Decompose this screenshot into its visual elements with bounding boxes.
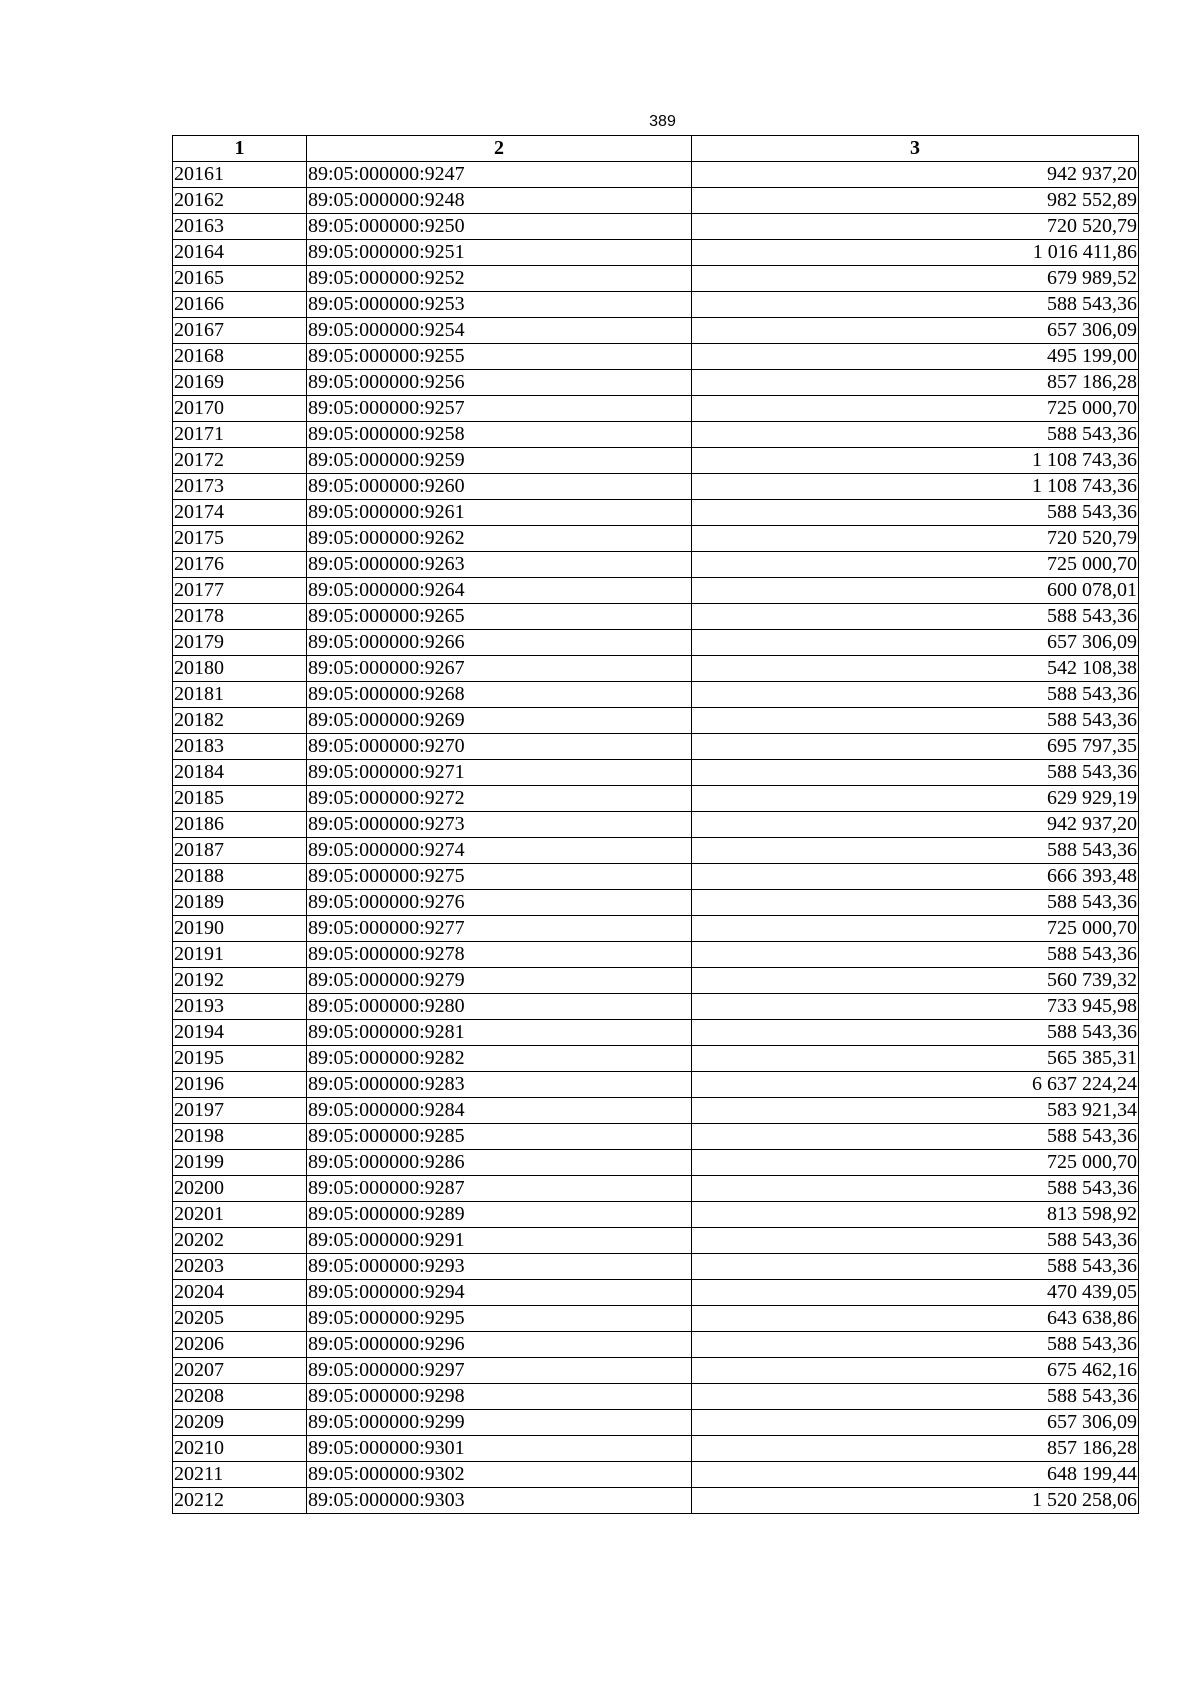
- cadastral-number-cell: 89:05:000000:9286: [307, 1150, 692, 1176]
- cadastral-value-cell: 588 543,36: [692, 1332, 1139, 1358]
- column-header-value: 3: [692, 136, 1139, 162]
- cadastral-value-cell: 1 108 743,36: [692, 474, 1139, 500]
- row-index-cell: 20199: [173, 1150, 307, 1176]
- cadastral-value-cell: 666 393,48: [692, 864, 1139, 890]
- cadastral-number-cell: 89:05:000000:9250: [307, 214, 692, 240]
- table-row: [173, 916, 1139, 942]
- row-index-cell: 20164: [173, 240, 307, 266]
- cadastral-value-table: [172, 135, 1139, 1514]
- table-row: [173, 1124, 1139, 1150]
- table-row: [173, 1098, 1139, 1124]
- row-index-cell: 20183: [173, 734, 307, 760]
- row-index-cell: 20172: [173, 448, 307, 474]
- cadastral-value-cell: 1 016 411,86: [692, 240, 1139, 266]
- cadastral-number-cell: 89:05:000000:9277: [307, 916, 692, 942]
- cadastral-number-cell: 89:05:000000:9264: [307, 578, 692, 604]
- cadastral-number-cell: 89:05:000000:9247: [307, 162, 692, 188]
- table-row: [173, 630, 1139, 656]
- row-index-cell: 20201: [173, 1202, 307, 1228]
- cadastral-value-cell: 588 543,36: [692, 500, 1139, 526]
- table-row: [173, 812, 1139, 838]
- cadastral-number-cell: 89:05:000000:9265: [307, 604, 692, 630]
- table-row: [173, 682, 1139, 708]
- cadastral-value-cell: 720 520,79: [692, 526, 1139, 552]
- cadastral-value-cell: 725 000,70: [692, 552, 1139, 578]
- cadastral-value-cell: 679 989,52: [692, 266, 1139, 292]
- cadastral-number-cell: 89:05:000000:9285: [307, 1124, 692, 1150]
- cadastral-number-cell: 89:05:000000:9273: [307, 812, 692, 838]
- cadastral-number-cell: 89:05:000000:9296: [307, 1332, 692, 1358]
- cadastral-value-cell: 560 739,32: [692, 968, 1139, 994]
- row-index-cell: 20196: [173, 1072, 307, 1098]
- cadastral-value-cell: 657 306,09: [692, 630, 1139, 656]
- cadastral-number-cell: 89:05:000000:9256: [307, 370, 692, 396]
- cadastral-number-cell: 89:05:000000:9289: [307, 1202, 692, 1228]
- cadastral-number-cell: 89:05:000000:9301: [307, 1436, 692, 1462]
- table-row: [173, 786, 1139, 812]
- cadastral-number-cell: 89:05:000000:9281: [307, 1020, 692, 1046]
- cadastral-number-cell: 89:05:000000:9248: [307, 188, 692, 214]
- table-row: [173, 1202, 1139, 1228]
- row-index-cell: 20205: [173, 1306, 307, 1332]
- row-index-cell: 20185: [173, 786, 307, 812]
- cadastral-number-cell: 89:05:000000:9257: [307, 396, 692, 422]
- table-row: [173, 344, 1139, 370]
- cadastral-value-cell: 725 000,70: [692, 1150, 1139, 1176]
- row-index-cell: 20176: [173, 552, 307, 578]
- cadastral-value-cell: 648 199,44: [692, 1462, 1139, 1488]
- table-row: [173, 214, 1139, 240]
- cadastral-number-cell: 89:05:000000:9283: [307, 1072, 692, 1098]
- cadastral-number-cell: 89:05:000000:9263: [307, 552, 692, 578]
- row-index-cell: 20191: [173, 942, 307, 968]
- cadastral-number-cell: 89:05:000000:9259: [307, 448, 692, 474]
- row-index-cell: 20197: [173, 1098, 307, 1124]
- cadastral-number-cell: 89:05:000000:9294: [307, 1280, 692, 1306]
- cadastral-number-cell: 89:05:000000:9298: [307, 1384, 692, 1410]
- row-index-cell: 20178: [173, 604, 307, 630]
- cadastral-value-cell: 583 921,34: [692, 1098, 1139, 1124]
- cadastral-value-cell: 725 000,70: [692, 916, 1139, 942]
- table-row: [173, 578, 1139, 604]
- cadastral-value-cell: 982 552,89: [692, 188, 1139, 214]
- row-index-cell: 20177: [173, 578, 307, 604]
- row-index-cell: 20208: [173, 1384, 307, 1410]
- row-index-cell: 20211: [173, 1462, 307, 1488]
- table-row: [173, 968, 1139, 994]
- table-row: [173, 994, 1139, 1020]
- row-index-cell: 20163: [173, 214, 307, 240]
- row-index-cell: 20165: [173, 266, 307, 292]
- cadastral-value-cell: 588 543,36: [692, 422, 1139, 448]
- cadastral-value-cell: 588 543,36: [692, 760, 1139, 786]
- cadastral-value-cell: 857 186,28: [692, 370, 1139, 396]
- row-index-cell: 20203: [173, 1254, 307, 1280]
- cadastral-value-cell: 588 543,36: [692, 942, 1139, 968]
- table-row: [173, 318, 1139, 344]
- cadastral-number-cell: 89:05:000000:9293: [307, 1254, 692, 1280]
- row-index-cell: 20189: [173, 890, 307, 916]
- table-header-row: [173, 136, 1139, 162]
- row-index-cell: 20190: [173, 916, 307, 942]
- cadastral-value-cell: 643 638,86: [692, 1306, 1139, 1332]
- cadastral-number-cell: 89:05:000000:9278: [307, 942, 692, 968]
- column-header-index: 1: [173, 136, 307, 162]
- table-row: [173, 1488, 1139, 1514]
- cadastral-number-cell: 89:05:000000:9282: [307, 1046, 692, 1072]
- row-index-cell: 20194: [173, 1020, 307, 1046]
- row-index-cell: 20198: [173, 1124, 307, 1150]
- row-index-cell: 20192: [173, 968, 307, 994]
- cadastral-number-cell: 89:05:000000:9280: [307, 994, 692, 1020]
- table-row: [173, 422, 1139, 448]
- row-index-cell: 20207: [173, 1358, 307, 1384]
- table-row: [173, 1150, 1139, 1176]
- table-row: [173, 1384, 1139, 1410]
- cadastral-number-cell: 89:05:000000:9258: [307, 422, 692, 448]
- row-index-cell: 20161: [173, 162, 307, 188]
- row-index-cell: 20171: [173, 422, 307, 448]
- table-row: [173, 1228, 1139, 1254]
- cadastral-number-cell: 89:05:000000:9287: [307, 1176, 692, 1202]
- row-index-cell: 20212: [173, 1488, 307, 1514]
- cadastral-value-cell: 588 543,36: [692, 1124, 1139, 1150]
- cadastral-number-cell: 89:05:000000:9261: [307, 500, 692, 526]
- cadastral-number-cell: 89:05:000000:9267: [307, 656, 692, 682]
- cadastral-number-cell: 89:05:000000:9270: [307, 734, 692, 760]
- row-index-cell: 20187: [173, 838, 307, 864]
- cadastral-value-cell: 675 462,16: [692, 1358, 1139, 1384]
- row-index-cell: 20181: [173, 682, 307, 708]
- cadastral-value-cell: 588 543,36: [692, 1254, 1139, 1280]
- table-row: [173, 1436, 1139, 1462]
- cadastral-value-cell: 588 543,36: [692, 1384, 1139, 1410]
- table-row: [173, 1332, 1139, 1358]
- cadastral-value-cell: 657 306,09: [692, 1410, 1139, 1436]
- table-row: [173, 188, 1139, 214]
- cadastral-number-cell: 89:05:000000:9297: [307, 1358, 692, 1384]
- cadastral-number-cell: 89:05:000000:9262: [307, 526, 692, 552]
- row-index-cell: 20175: [173, 526, 307, 552]
- cadastral-value-cell: 857 186,28: [692, 1436, 1139, 1462]
- cadastral-value-cell: 6 637 224,24: [692, 1072, 1139, 1098]
- cadastral-number-cell: 89:05:000000:9279: [307, 968, 692, 994]
- cadastral-value-cell: 720 520,79: [692, 214, 1139, 240]
- table-row: [173, 864, 1139, 890]
- table-row: [173, 1046, 1139, 1072]
- row-index-cell: 20210: [173, 1436, 307, 1462]
- table-row: [173, 1358, 1139, 1384]
- table-row: [173, 370, 1139, 396]
- table-row: [173, 890, 1139, 916]
- table-row: [173, 1306, 1139, 1332]
- row-index-cell: 20193: [173, 994, 307, 1020]
- page-number: 389: [649, 113, 676, 130]
- table-row: [173, 266, 1139, 292]
- table-row: [173, 500, 1139, 526]
- cadastral-value-cell: 1 520 258,06: [692, 1488, 1139, 1514]
- cadastral-value-cell: 588 543,36: [692, 1020, 1139, 1046]
- row-index-cell: 20195: [173, 1046, 307, 1072]
- row-index-cell: 20170: [173, 396, 307, 422]
- cadastral-value-cell: 588 543,36: [692, 1176, 1139, 1202]
- table-row: [173, 656, 1139, 682]
- table-row: [173, 1462, 1139, 1488]
- cadastral-number-cell: 89:05:000000:9284: [307, 1098, 692, 1124]
- table-row: [173, 1254, 1139, 1280]
- table-row: [173, 396, 1139, 422]
- row-index-cell: 20188: [173, 864, 307, 890]
- row-index-cell: 20174: [173, 500, 307, 526]
- cadastral-number-cell: 89:05:000000:9255: [307, 344, 692, 370]
- cadastral-number-cell: 89:05:000000:9274: [307, 838, 692, 864]
- row-index-cell: 20162: [173, 188, 307, 214]
- cadastral-number-cell: 89:05:000000:9266: [307, 630, 692, 656]
- row-index-cell: 20209: [173, 1410, 307, 1436]
- cadastral-number-cell: 89:05:000000:9291: [307, 1228, 692, 1254]
- row-index-cell: 20173: [173, 474, 307, 500]
- cadastral-value-cell: 629 929,19: [692, 786, 1139, 812]
- row-index-cell: 20200: [173, 1176, 307, 1202]
- cadastral-value-cell: 495 199,00: [692, 344, 1139, 370]
- table-row: [173, 1020, 1139, 1046]
- table-row: [173, 448, 1139, 474]
- row-index-cell: 20179: [173, 630, 307, 656]
- row-index-cell: 20204: [173, 1280, 307, 1306]
- cadastral-value-cell: 588 543,36: [692, 708, 1139, 734]
- cadastral-value-cell: 600 078,01: [692, 578, 1139, 604]
- table-row: [173, 552, 1139, 578]
- table-row: [173, 1176, 1139, 1202]
- table-body: [173, 162, 1139, 1514]
- row-index-cell: 20186: [173, 812, 307, 838]
- table-row: [173, 526, 1139, 552]
- cadastral-value-cell: 733 945,98: [692, 994, 1139, 1020]
- table-row: [173, 1280, 1139, 1306]
- cadastral-number-cell: 89:05:000000:9302: [307, 1462, 692, 1488]
- cadastral-value-cell: 470 439,05: [692, 1280, 1139, 1306]
- cadastral-value-cell: 1 108 743,36: [692, 448, 1139, 474]
- cadastral-number-cell: 89:05:000000:9253: [307, 292, 692, 318]
- row-index-cell: 20180: [173, 656, 307, 682]
- cadastral-value-cell: 588 543,36: [692, 838, 1139, 864]
- row-index-cell: 20169: [173, 370, 307, 396]
- cadastral-number-cell: 89:05:000000:9303: [307, 1488, 692, 1514]
- cadastral-value-cell: 588 543,36: [692, 890, 1139, 916]
- table-row: [173, 708, 1139, 734]
- table-row: [173, 604, 1139, 630]
- cadastral-value-cell: 657 306,09: [692, 318, 1139, 344]
- cadastral-number-cell: 89:05:000000:9275: [307, 864, 692, 890]
- row-index-cell: 20202: [173, 1228, 307, 1254]
- row-index-cell: 20168: [173, 344, 307, 370]
- row-index-cell: 20167: [173, 318, 307, 344]
- table-row: [173, 1410, 1139, 1436]
- cadastral-number-cell: 89:05:000000:9251: [307, 240, 692, 266]
- cadastral-number-cell: 89:05:000000:9268: [307, 682, 692, 708]
- cadastral-value-cell: 813 598,92: [692, 1202, 1139, 1228]
- table-row: [173, 292, 1139, 318]
- cadastral-value-cell: 588 543,36: [692, 292, 1139, 318]
- cadastral-value-cell: 942 937,20: [692, 812, 1139, 838]
- table-row: [173, 838, 1139, 864]
- row-index-cell: 20184: [173, 760, 307, 786]
- table-row: [173, 1072, 1139, 1098]
- column-header-cadastral-number: 2: [307, 136, 692, 162]
- row-index-cell: 20182: [173, 708, 307, 734]
- row-index-cell: 20166: [173, 292, 307, 318]
- cadastral-value-cell: 588 543,36: [692, 682, 1139, 708]
- cadastral-number-cell: 89:05:000000:9276: [307, 890, 692, 916]
- table-row: [173, 734, 1139, 760]
- table-row: [173, 942, 1139, 968]
- cadastral-number-cell: 89:05:000000:9295: [307, 1306, 692, 1332]
- cadastral-value-cell: 565 385,31: [692, 1046, 1139, 1072]
- cadastral-value-cell: 542 108,38: [692, 656, 1139, 682]
- table-row: [173, 240, 1139, 266]
- cadastral-number-cell: 89:05:000000:9254: [307, 318, 692, 344]
- cadastral-number-cell: 89:05:000000:9272: [307, 786, 692, 812]
- table-row: [173, 474, 1139, 500]
- cadastral-number-cell: 89:05:000000:9260: [307, 474, 692, 500]
- row-index-cell: 20206: [173, 1332, 307, 1358]
- cadastral-value-cell: 588 543,36: [692, 1228, 1139, 1254]
- table-row: [173, 760, 1139, 786]
- table-row: [173, 162, 1139, 188]
- cadastral-number-cell: 89:05:000000:9252: [307, 266, 692, 292]
- cadastral-number-cell: 89:05:000000:9271: [307, 760, 692, 786]
- cadastral-number-cell: 89:05:000000:9269: [307, 708, 692, 734]
- cadastral-number-cell: 89:05:000000:9299: [307, 1410, 692, 1436]
- cadastral-value-cell: 695 797,35: [692, 734, 1139, 760]
- cadastral-value-cell: 588 543,36: [692, 604, 1139, 630]
- cadastral-value-cell: 942 937,20: [692, 162, 1139, 188]
- cadastral-value-cell: 725 000,70: [692, 396, 1139, 422]
